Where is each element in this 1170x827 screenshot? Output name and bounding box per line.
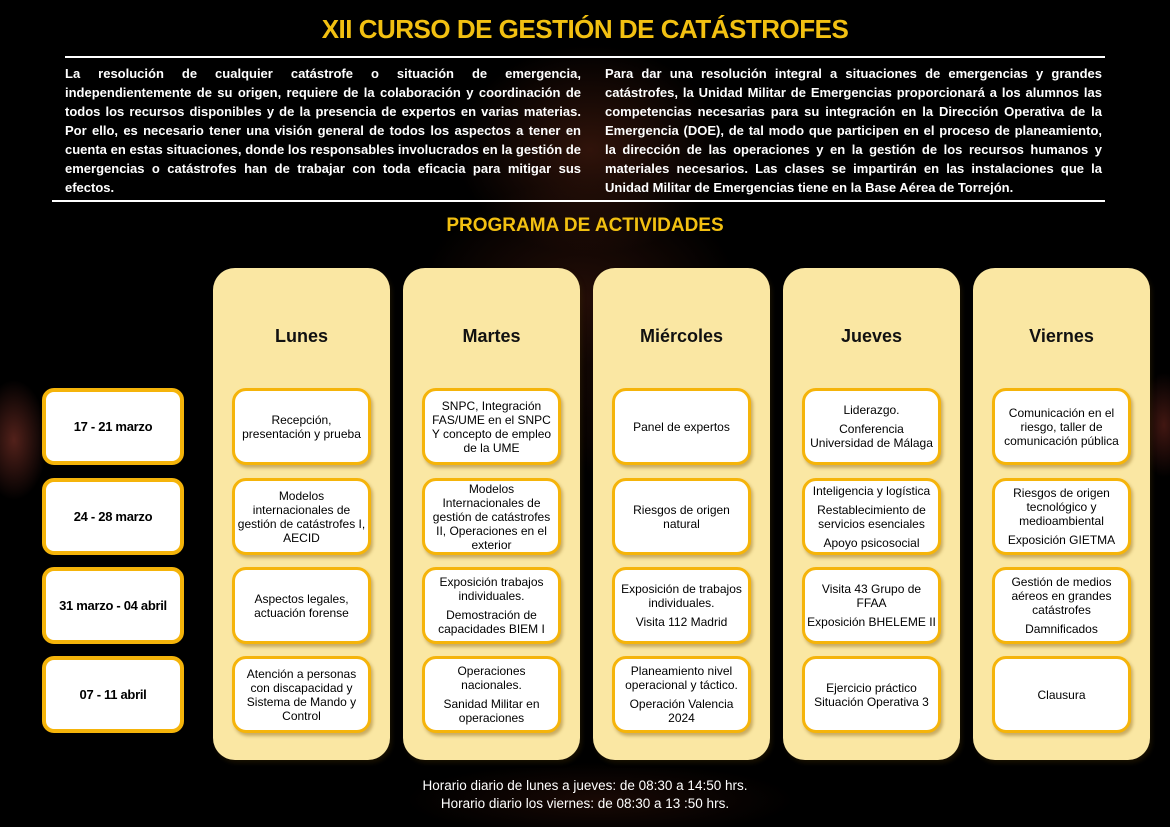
page-title: XII CURSO DE GESTIÓN DE CATÁSTROFES [321, 14, 849, 44]
day-header-lunes: Lunes [274, 326, 328, 346]
title-divider [65, 56, 1105, 58]
footer-schedule-hours [0, 777, 1170, 813]
week-label-1: 17 - 21 marzo [42, 388, 184, 465]
cell-text: Panel de expertos [633, 419, 730, 434]
week-label-3: 31 marzo - 04 abril [42, 567, 184, 644]
schedule-cell [232, 656, 371, 733]
schedule-cell [992, 656, 1131, 733]
schedule-cell [612, 567, 751, 644]
day-header-martes: Martes [462, 326, 521, 346]
schedule-cell [232, 567, 371, 644]
intro-divider [52, 200, 1105, 202]
schedule-cell [612, 388, 751, 465]
schedule-cell [612, 478, 751, 555]
cell-text: Operación Valencia 2024 [629, 697, 734, 725]
cell-text: Inteligencia y logística [812, 483, 931, 498]
schedule-cell [992, 388, 1131, 465]
day-header-jueves: Jueves [840, 326, 903, 346]
cell-text: Riesgos de origen tecnológico y medioambiental [1013, 486, 1110, 528]
schedule-cell [992, 567, 1131, 644]
schedule-cell [422, 656, 561, 733]
schedule-cell [802, 567, 941, 644]
cell-text: Exposición de trabajos individuales. [621, 582, 742, 610]
cell-text: Exposición GIETMA [1007, 533, 1116, 547]
schedule-cell [612, 656, 751, 733]
intro-right-paragraph: Para dar una resolución integral a situaciones de emergencias y grandes catástrofes, la Unidad Militar de Emergencias proporcionará a los alumnos las competencias necesarias para su integración en la Dirección Operativa de la Emergencia (DOE), de tal modo que participen en el proceso de planeamiento, la dirección de las operaciones y en la gestión de los recursos humanos y materiales necesarios. Las clases se impartirán en las instalaciones que la Unidad Militar de Emergencias tiene en la Base Aérea de Torrejón. [605, 66, 1102, 195]
day-header-viernes: Viernes [1029, 326, 1094, 346]
cell-text: Aspectos legales, actuación forense [254, 591, 349, 620]
schedule-cell [802, 478, 941, 555]
schedule-cell [802, 388, 941, 465]
cell-text: Conferencia Universidad de Málaga [810, 422, 933, 450]
cell-text: Damnificados [1025, 622, 1098, 636]
footer-line-2: Horario diario los viernes: de 08:30 a 13 :50 hrs. [440, 796, 730, 811]
cell-text: Restablecimiento de servicios esenciales [817, 502, 926, 531]
cell-text: Exposición BHELEME II [807, 615, 936, 629]
cell-text: Riesgos de origen natural [633, 502, 730, 531]
cell-text: Recepción, presentación y prueba [242, 412, 361, 441]
intro-left-paragraph: La resolución de cualquier catástrofe o situación de emergencia, independientemente de su origen, requiere de la colaboración y coordinación de todos los recursos disponibles y de la presencia de expertos en varias materias. Por ello, es necesario tener una visión general de todos los aspectos a tener en cuenta en estas situaciones, donde los responsables involucrados en la gestión de emergencias o catástrofes han de trabajar con toda eficacia para mitigar sus efectos. [65, 66, 581, 195]
schedule-cell [422, 388, 561, 465]
schedule-cell [992, 478, 1131, 555]
cell-text: Exposición trabajos individuales. [439, 575, 544, 603]
cell-text: Gestión de medios aéreos en grandes catástrofes [1011, 575, 1112, 617]
cell-text: Visita 112 Madrid [635, 615, 728, 629]
cell-text: Operaciones nacionales. [457, 664, 526, 692]
cell-text: SNPC, Integración FAS/UME en el SNPC Y concepto de empleo de la UME [431, 398, 552, 455]
cell-text: Modelos Internacionales de gestión de catástrofes II, Operaciones en el exterior [432, 481, 551, 552]
day-header-miercoles: Miércoles [639, 326, 724, 346]
week-label-2: 24 - 28 marzo [42, 478, 184, 555]
cell-text: Liderazgo. [843, 403, 900, 417]
section-title: PROGRAMA DE ACTIVIDADES [446, 215, 724, 236]
week-label-4: 07 - 11 abril [42, 656, 184, 733]
cell-text: Ejercicio práctico Situación Operativa 3 [814, 680, 929, 709]
footer-line-1: Horario diario de lunes a jueves: de 08:30 a 14:50 hrs. [422, 778, 748, 793]
schedule-cell [232, 388, 371, 465]
cell-text: Apoyo psicosocial [823, 535, 920, 550]
cell-text: Modelos internacionales de gestión de catástrofes I, AECID [237, 488, 366, 545]
schedule-cell [422, 567, 561, 644]
cell-text: Comunicación en el riesgo, taller de comunicación pública [1004, 405, 1119, 448]
cell-text: Planeamiento nivel operacional y táctico. [625, 664, 738, 692]
cell-text: Clausura [1037, 687, 1086, 702]
schedule-cell [232, 478, 371, 555]
cell-text: Sanidad Militar en operaciones [443, 697, 540, 725]
cell-text: Atención a personas con discapacidad y Sistema de Mando y Control [246, 666, 357, 723]
schedule-cell [422, 478, 561, 555]
cell-text: Demostración de capacidades BIEM I [438, 608, 545, 636]
schedule-cell [802, 656, 941, 733]
cell-text: Visita 43 Grupo de FFAA [821, 582, 922, 610]
